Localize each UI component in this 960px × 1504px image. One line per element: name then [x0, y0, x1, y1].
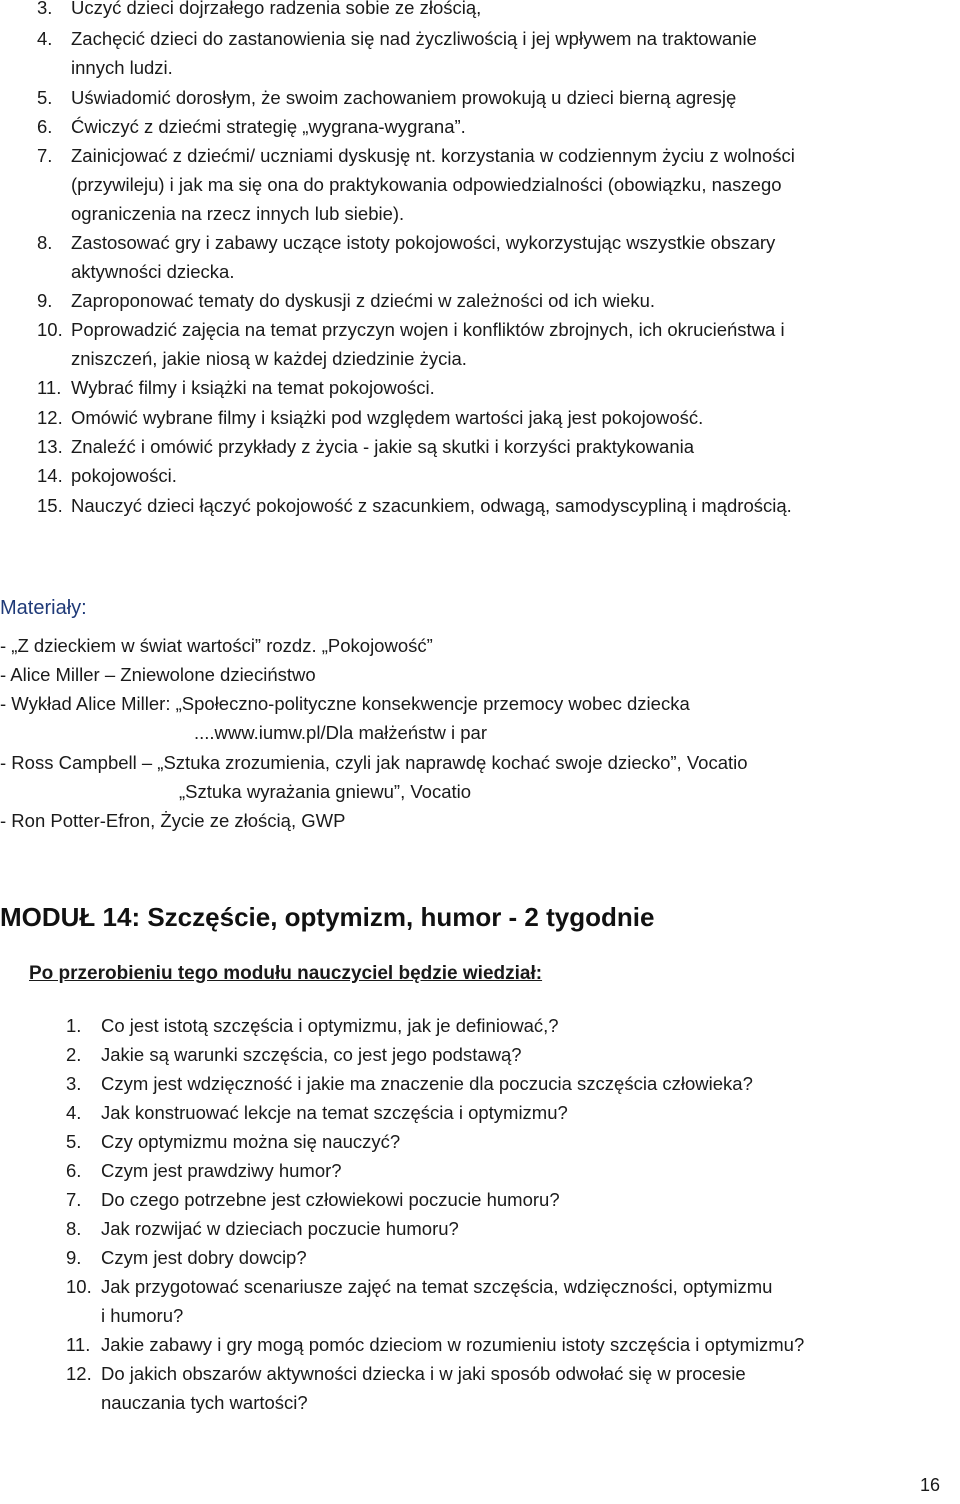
materials-line: „Sztuka wyrażania gniewu”, Vocatio [179, 781, 472, 802]
list-item-continuation: i humoru? [101, 1305, 184, 1326]
materials-line: - „Z dzieckiem w świat wartości” rozdz. „Pokojowość” [0, 635, 433, 656]
module-title: MODUŁ 14: Szczęście, optymizm, humor - 2 tygodnie [0, 902, 655, 932]
list-item-continuation: ograniczenia na rzecz innych lub siebie). [71, 203, 405, 224]
materials-line: - Ross Campbell – „Sztuka zrozumienia, czyli jak naprawdę kochać swoje dziecko”, Vocatio [0, 752, 748, 773]
materials-line: - Wykład Alice Miller: „Społeczno-polityczne konsekwencje przemocy wobec dziecka [0, 693, 690, 714]
materials-heading: Materiały: [0, 597, 87, 619]
module-subtitle: Po przerobieniu tego modułu nauczyciel będzie wiedział: [29, 963, 543, 984]
list-item-continuation: nauczania tych wartości? [101, 1392, 308, 1413]
materials-line: - Alice Miller – Zniewolone dzieciństwo [0, 664, 316, 685]
list-item-continuation: (przywileju) i jak ma się ona do praktykowania odpowiedzialności (obowiązku, naszego [71, 174, 782, 195]
list-item-continuation: aktywności dziecka. [71, 261, 235, 282]
materials-line: - Ron Potter-Efron, Życie ze złością, GWP [0, 810, 346, 831]
materials-line: ....www.iumw.pl/Dla małżeństw i par [194, 722, 488, 743]
list-item-continuation: innych ludzi. [71, 57, 173, 78]
list-item-continuation: zniszczeń, jakie niosą w każdej dziedzinie życia. [71, 348, 467, 369]
document-page: 3. Uczyć dzieci dojrzałego radzenia sobie ze złością, 4. Zachęcić dzieci do zastanowienia się nad życzliwością i jej wpływem na traktowanie innych ludzi. 5. Uświadomić dorosłym, że swoim zachowaniem prowokują u dzieci bierną agresję 6. Ćwiczyć z dziećmi strategię „wygrana-wygrana”. 7. Zainicjować z dziećmi/ uczniami dyskusję nt. korzystania w codziennym życiu z wolności (przywileju) i jak ma się ona do praktykowania odpowiedzialności (obowiązku, naszego ograniczenia na rzecz innych lub siebie). 8. Zastosować gry i zabawy uczące istoty pokojowości, wykorzystując wszystkie obszary aktywności dziecka. 9. Zaproponować tematy do dyskusji z dziećmi w zależności od ich wieku. 10. Poprowadzić zajęcia na temat przyczyn wojen i konfliktów zbrojnych, ich okrucieństwa i zniszczeń, jakie niosą w każdej dziedzinie życia. 11. Wybrać filmy i książki na temat pokojowości. 12. Omówić wybrane filmy i książki pod względem wartości jaką jest pokojowość. 13. Znaleźć i omówić przykłady z życia - jakie są skutki i korzyści praktykowania 14. pokojowości. 15. Nauczyć dzieci łączyć pokojowość z szacunkiem, odwagą, samodyscypliną i mądrością. Materiały: - „Z dzieckiem w świat wartości” rozdz. „Pokojowość” - Alice Miller – Zniewolone dzieciństwo - Wykład Alice Miller: „Społeczno-polityczne konsekwencje przemocy wobec dziecka ....www.iumw.pl/Dla małżeństw i par - Ross Campbell – „Sztuka zrozumienia, czyli jak naprawdę kochać swoje dziecko”, Vocatio „Sztuka wyrażania gniewu”, Vocatio - Ron Potter-Efron, Życie ze złością, GWP MODUŁ 14: Szczęście, optymizm, humor - 2 tygodnie Po przerobieniu tego modułu nauczyciel będzie wiedział: 1. Co jest istotą szczęścia i optymizmu, jak je definiować,? 2. Jakie są warunki szczęścia, co jest jego podstawą? 3. Czym jest wdzięczność i jakie ma znaczenie dla poczucia szczęścia człowieka? 4. Jak konstruować lekcje na temat szczęścia i optymizmu? 5. Czy optymizmu można się nauczyć? 6. Czym jest prawdziwy humor? 7. Do czego potrzebne jest człowiekowi poczucie humoru? 8. Jak rozwijać w dzieciach poczucie humoru? 9. Czym jest dobry dowcip? 10. Jak przygotować scenariusze zajęć na temat szczęścia, wdzięczności, optymizmu i humoru? 11. Jakie zabawy i gry mogą pomóc dzieciom w rozumieniu istoty szczęścia i optymizmu? 12. Do jakich obszarów aktywności dziecka i w jaki sposób odwołać się w procesie nauczania tych wartości? 16 [0, 0, 940, 1495]
page-number: 16 [919, 1475, 940, 1495]
